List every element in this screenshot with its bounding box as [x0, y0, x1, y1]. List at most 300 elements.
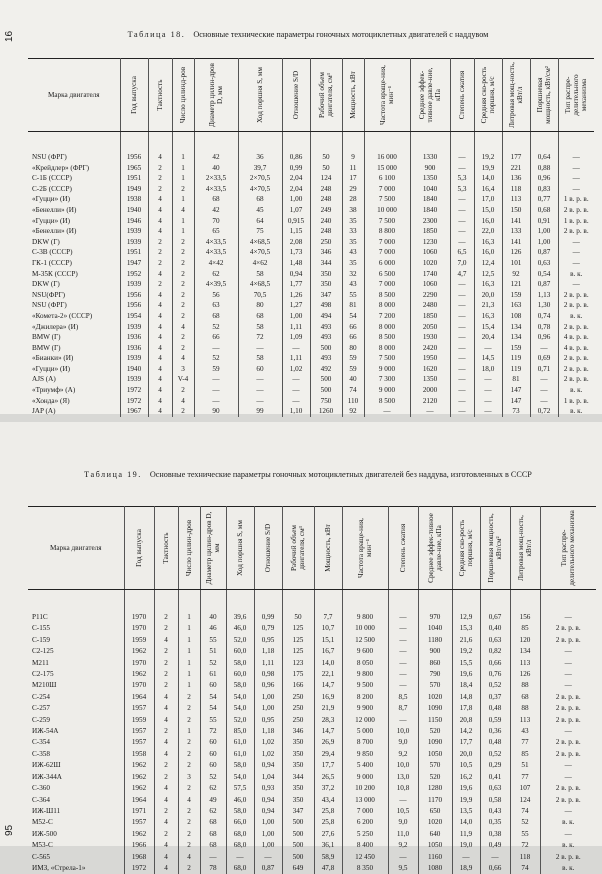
table-cell: 500	[310, 385, 342, 396]
table-cell: 9 000	[342, 772, 388, 783]
table-cell: 14,2	[452, 726, 480, 737]
table-cell: 900	[410, 163, 450, 174]
table-cell: 2300	[410, 216, 450, 227]
table-cell: 9,2	[388, 840, 418, 851]
table-cell: 159	[502, 290, 530, 301]
table-cell: 8 700	[342, 737, 388, 748]
table-cell: 2	[154, 590, 178, 624]
table-cell: 1050	[418, 749, 452, 760]
table-cell: 60	[200, 760, 226, 771]
table-cell: —	[564, 681, 572, 690]
table-cell: 0,78	[530, 322, 558, 333]
table-cell: 13,5	[452, 806, 480, 817]
table-cell: 0,72	[530, 406, 558, 417]
table-cell: 35	[342, 237, 364, 248]
table-cell: 1	[172, 132, 194, 163]
table-cell: 1,00	[254, 692, 282, 703]
table-row	[28, 703, 596, 714]
table-row	[28, 692, 596, 703]
table-cell: 1850	[410, 311, 450, 322]
engine-name-cell: С-358	[28, 749, 124, 760]
table-cell: 52	[194, 322, 238, 333]
table-cell: 4	[172, 396, 194, 407]
table-row	[28, 783, 596, 794]
table-cell: 16 000	[364, 132, 410, 163]
table-cell: 0,71	[530, 364, 558, 375]
table-cell: 20,0	[452, 749, 480, 760]
table-row	[28, 322, 594, 333]
table-cell: 2	[154, 772, 178, 783]
table-cell: 4	[148, 216, 172, 227]
column-header	[364, 59, 410, 132]
table-cell: 99	[238, 406, 282, 417]
table-cell: 2420	[410, 343, 450, 354]
table-cell: 2	[154, 623, 178, 634]
table-cell: 16,3	[474, 279, 502, 290]
table-cell: 14,0	[452, 817, 480, 828]
table-cell: 5,3	[450, 173, 474, 184]
table-cell: 60	[238, 364, 282, 375]
column-header	[282, 507, 314, 590]
table-cell: 36	[238, 132, 282, 163]
table-cell: 2	[148, 237, 172, 248]
engine-name-cell: С2-125	[28, 646, 124, 657]
table-cell: в. к.	[570, 311, 583, 320]
engine-name-cell: Р11С	[28, 590, 124, 624]
column-header	[452, 507, 480, 590]
column-header	[558, 59, 594, 132]
table-cell: 175	[282, 669, 314, 680]
table-cell: 221	[502, 163, 530, 174]
table-cell: 15,0	[474, 205, 502, 216]
table-cell: 0,79	[254, 623, 282, 634]
table-cell: 2 в. р. в.	[555, 715, 581, 724]
table-cell: 72	[200, 726, 226, 737]
table-cell: 177	[502, 132, 530, 163]
table-cell: 0,49	[480, 840, 510, 851]
table-cell: 0,66	[480, 863, 510, 874]
table-cell: 2	[172, 258, 194, 269]
column-header-label: Тип распре-делительного механизма	[560, 510, 577, 586]
column-header	[540, 507, 596, 590]
table-cell: —	[530, 396, 558, 407]
table-cell: 13 000	[342, 795, 388, 806]
table-cell: 19,9	[474, 163, 502, 174]
table-cell: 2	[148, 258, 172, 269]
table-cell: 4	[148, 396, 172, 407]
table-row	[28, 737, 596, 748]
table-cell: 1956	[120, 300, 148, 311]
table-cell: 498	[310, 300, 342, 311]
table-cell: 2 в. р. в.	[563, 301, 589, 310]
table-cell: 14,8	[452, 692, 480, 703]
table-cell: 17,7	[314, 760, 342, 771]
table-cell: 6 500	[364, 269, 410, 280]
table-cell: —	[450, 322, 474, 333]
table-cell: 4	[178, 852, 200, 863]
table-row	[28, 396, 594, 407]
table-cell: 4	[154, 635, 178, 646]
table-cell: 1,13	[530, 290, 558, 301]
table-cell: 520	[418, 772, 452, 783]
table-cell: 1939	[120, 226, 148, 237]
table-cell: 70,5	[238, 290, 282, 301]
table-cell: 8 000	[364, 322, 410, 333]
engine-name-cell: М-35К (СССР)	[28, 269, 120, 280]
table-cell: 1957	[124, 703, 154, 714]
table-cell: —	[388, 669, 418, 680]
table-cell: 55	[200, 715, 226, 726]
table-cell: 1850	[410, 226, 450, 237]
table-cell: 40	[194, 163, 238, 174]
table-cell: 101	[502, 258, 530, 269]
table-cell: 159	[502, 343, 530, 354]
engine-name-cell: С-565	[28, 852, 124, 863]
table-cell: 68	[194, 311, 238, 322]
table-cell: 4	[154, 795, 178, 806]
table-cell: 74	[342, 385, 364, 396]
table-cell: 2	[178, 783, 200, 794]
table-cell: 60	[200, 737, 226, 748]
table-cell: 92	[502, 269, 530, 280]
table-label: Таблица 19.	[84, 470, 142, 479]
table-cell: 2050	[410, 322, 450, 333]
table-cell: 4	[154, 840, 178, 851]
table-cell: 66	[342, 322, 364, 333]
table-cell: 1 в. р. в.	[563, 216, 589, 225]
table-cell: 1939	[120, 374, 148, 385]
table-cell: 19,6	[452, 669, 480, 680]
engine-name-cell: AJS (A)	[28, 374, 120, 385]
table-cell: 1946	[120, 216, 148, 227]
table-cell: —	[364, 406, 410, 417]
table-cell: 54	[200, 692, 226, 703]
table-cell: 74	[510, 863, 540, 874]
table-cell: 60	[200, 749, 226, 760]
table-cell: 1939	[120, 237, 148, 248]
table-cell: 0,68	[530, 205, 558, 216]
table-cell: 0,74	[530, 311, 558, 322]
table-cell: 9 500	[342, 680, 388, 691]
engine-name-cell: С2-175	[28, 669, 124, 680]
table-cell: 344	[310, 258, 342, 269]
table-cell: 0,93	[254, 783, 282, 794]
table-cell: 1970	[124, 623, 154, 634]
table-cell: 52,0	[226, 715, 254, 726]
table-cell: 7 500	[364, 353, 410, 364]
table-cell: 2	[172, 343, 194, 354]
table-cell: 4×68,5	[238, 237, 282, 248]
table-cell: 4	[154, 703, 178, 714]
table-cell: 2	[178, 863, 200, 874]
table-cell: 7 500	[364, 194, 410, 205]
engine-name-cell: ГК-1 (СССР)	[28, 258, 120, 269]
column-header-label: Тип распре-делительного механизма	[564, 74, 589, 116]
table-cell: 25,8	[314, 806, 342, 817]
table-cell: 2 в. р. в.	[563, 290, 589, 299]
table-cell: 52	[194, 353, 238, 364]
table-cell: 0,88	[530, 163, 558, 174]
table-cell: 4×42	[194, 258, 238, 269]
table-cell: 0,96	[254, 680, 282, 691]
table-cell: 118	[510, 852, 540, 863]
table-cell: —	[450, 237, 474, 248]
table-cell: 120	[510, 635, 540, 646]
table-cell: 2	[178, 715, 200, 726]
table-cell: 2 в. р. в.	[555, 749, 581, 758]
table-cell: 2 в. р. в.	[563, 364, 589, 373]
table-cell: 1,00	[530, 237, 558, 248]
table-cell: 0,95	[254, 715, 282, 726]
table-cell: 36,1	[314, 840, 342, 851]
table-cell: 1,11	[254, 658, 282, 669]
table-cell: 42	[194, 132, 238, 163]
column-header-label: Число цилин-дров	[185, 519, 193, 577]
table-cell: 2 в. р. в.	[555, 692, 581, 701]
table-cell: 248	[310, 226, 342, 237]
table-cell: 2	[172, 279, 194, 290]
table-cell: 0,83	[530, 184, 558, 195]
table-cell: —	[572, 153, 580, 161]
table-cell: —	[410, 406, 450, 417]
table-cell: 141	[502, 237, 530, 248]
table-cell: 19,0	[452, 840, 480, 851]
table-cell: 350	[282, 795, 314, 806]
engine-name-cell: JAP (A)	[28, 406, 120, 417]
table-cell: 113	[502, 194, 530, 205]
table-cell: 0,69	[530, 353, 558, 364]
table-cell: 1	[178, 680, 200, 691]
table-cell: 500	[282, 829, 314, 840]
table-cell: 61,0	[226, 749, 254, 760]
table-cell: 43	[342, 247, 364, 258]
table-cell: 29,4	[314, 749, 342, 760]
table-cell: 2 в. р. в.	[555, 624, 581, 633]
table-cell: 18,0	[474, 364, 502, 375]
table-cell: 77	[510, 737, 540, 748]
table-cell: 136	[502, 173, 530, 184]
table-cell: 2×70,5	[238, 173, 282, 184]
table-cell: 1,26	[282, 290, 310, 301]
table-cell: 1	[172, 163, 194, 174]
column-header-label: Поршневая мощность, кВт/см²	[487, 513, 503, 583]
table-cell: 133	[502, 226, 530, 237]
column-header-label: Мощность, кВт	[349, 71, 357, 119]
table-row	[28, 205, 594, 216]
column-header	[124, 507, 154, 590]
table-cell: 2	[154, 726, 178, 737]
table-row	[28, 715, 596, 726]
table-cell: 1951	[120, 247, 148, 258]
table-cell: 8 800	[364, 226, 410, 237]
table-cell: 85	[510, 623, 540, 634]
table-cell: 4	[148, 311, 172, 322]
table-cell: в. к.	[570, 269, 583, 278]
table-caption	[28, 30, 588, 40]
column-header-label: Мощность, кВт	[324, 524, 332, 572]
table-cell: 147	[502, 396, 530, 407]
table-cell: 77	[510, 772, 540, 783]
table-cell: 8 050	[342, 658, 388, 669]
table-cell: 4	[154, 817, 178, 828]
table-cell: 8,7	[388, 703, 418, 714]
page-number: 95	[4, 824, 15, 836]
table-cell: —	[450, 364, 474, 375]
engine-name-cell: М52-С	[28, 817, 124, 828]
table-cell: 55	[342, 290, 364, 301]
table-cell: 1,00	[254, 817, 282, 828]
table-cell: 26,5	[314, 772, 342, 783]
column-header	[502, 59, 530, 132]
table-cell: 17	[342, 173, 364, 184]
table-row	[28, 829, 596, 840]
table-cell: —	[474, 385, 502, 396]
table-cell: 1,10	[282, 406, 310, 417]
table-cell: 150	[502, 205, 530, 216]
table-cell: 250	[282, 692, 314, 703]
table-cell: 59	[194, 364, 238, 375]
table-cell: 1350	[410, 374, 450, 385]
table-18	[28, 58, 594, 417]
table-cell: 0,82	[480, 646, 510, 657]
table-cell: 4	[148, 132, 172, 163]
table-cell: 16,7	[314, 646, 342, 657]
table-cell: 0,64	[530, 132, 558, 163]
table-cell: 1939	[120, 279, 148, 290]
table-cell: 59	[342, 353, 364, 364]
table-cell: 1964	[124, 795, 154, 806]
table-cell: 107	[510, 783, 540, 794]
column-header	[254, 507, 282, 590]
table-cell: 1959	[124, 715, 154, 726]
table-cell: 0,63	[530, 258, 558, 269]
table-cell: 1840	[410, 205, 450, 216]
page-table-19	[0, 422, 602, 872]
table-cell: 500	[310, 374, 342, 385]
table-cell: —	[238, 374, 282, 385]
table-cell: 1962	[124, 829, 154, 840]
table-cell: 156	[510, 590, 540, 624]
table-row	[28, 590, 596, 624]
column-header	[148, 59, 172, 132]
table-cell: 1,02	[254, 737, 282, 748]
table-cell: 11	[342, 163, 364, 174]
table-cell: 10,0	[388, 760, 418, 771]
table-cell: 21,9	[314, 703, 342, 714]
table-cell: 346	[282, 726, 314, 737]
engine-name-cell: «Бенелли» (И)	[28, 226, 120, 237]
table-cell: 1	[172, 173, 194, 184]
table-cell: 46	[200, 623, 226, 634]
table-cell: 0,59	[480, 715, 510, 726]
engine-name-cell: «Триумф» (A)	[28, 385, 120, 396]
engine-name-cell: С-364	[28, 795, 124, 806]
table-cell: 66	[342, 332, 364, 343]
table-cell: 10,5	[388, 806, 418, 817]
table-cell: 0,99	[254, 590, 282, 624]
table-cell: 0,99	[282, 163, 310, 174]
table-cell: 649	[282, 863, 314, 874]
table-cell: 1 в. р. в.	[563, 396, 589, 405]
table-cell: 2	[148, 247, 172, 258]
table-cell: 68	[510, 692, 540, 703]
engine-name-cell: ИЖ-344А	[28, 772, 124, 783]
table-cell: 73	[502, 406, 530, 417]
engine-name-cell: «Крейдлер» (ФРГ)	[28, 163, 120, 174]
table-cell: 52	[510, 817, 540, 828]
table-cell: 2290	[410, 290, 450, 301]
column-header-label: Литровая мощ-ность, кВт/л	[517, 515, 533, 581]
table-cell: 16,0	[474, 247, 502, 258]
table-label: Таблица 18.	[127, 30, 186, 39]
table-cell: 1936	[120, 343, 148, 354]
table-cell: 61,0	[226, 737, 254, 748]
table-row	[28, 623, 596, 634]
table-cell: 9 800	[342, 590, 388, 624]
table-row	[28, 237, 594, 248]
table-cell: 4	[178, 795, 200, 806]
table-cell: —	[480, 852, 510, 863]
table-cell: —	[282, 343, 310, 354]
engine-name-cell: С-259	[28, 715, 124, 726]
table-cell: —	[388, 658, 418, 669]
table-cell: 68	[238, 194, 282, 205]
table-cell: 68	[238, 311, 282, 322]
table-cell: 58,0	[226, 658, 254, 669]
table-cell: 2,04	[282, 173, 310, 184]
table-cell: 7 500	[364, 216, 410, 227]
table-cell: 2,08	[282, 237, 310, 248]
table-cell: 1,02	[282, 364, 310, 375]
table-cell: 108	[502, 311, 530, 322]
table-cell: —	[450, 343, 474, 354]
table-cell: —	[254, 852, 282, 863]
table-cell: 493	[310, 332, 342, 343]
table-cell: 4×68,5	[238, 279, 282, 290]
column-header-label: Среднее эффек-тивное давле-ние, кПа	[427, 513, 443, 583]
table-cell: 8 350	[342, 863, 388, 874]
table-cell: 1957	[124, 737, 154, 748]
table-cell: 49	[200, 795, 226, 806]
table-cell: 50	[282, 590, 314, 624]
column-header-label: Рабочий объем двигателя, см³	[290, 525, 306, 571]
table-cell: —	[388, 795, 418, 806]
table-cell: 126	[502, 247, 530, 258]
table-cell: 1080	[418, 863, 452, 874]
table-cell: —	[450, 374, 474, 385]
table-cell: 2	[178, 806, 200, 817]
table-cell: 68	[200, 817, 226, 828]
table-cell: 4	[172, 205, 194, 216]
table-cell: 43,4	[314, 795, 342, 806]
table-cell: 0,91	[530, 216, 558, 227]
table-cell: 10,8	[388, 783, 418, 794]
engine-name-cell: NSU (ФРГ)	[28, 300, 120, 311]
table-cell: —	[194, 374, 238, 385]
table-cell: —	[450, 406, 474, 417]
table-cell: 51	[200, 646, 226, 657]
table-cell: 1060	[410, 247, 450, 258]
table-cell: 58	[238, 353, 282, 364]
table-cell: 17,8	[452, 703, 480, 714]
table-cell: 2	[172, 184, 194, 195]
table-cell: 500	[282, 852, 314, 863]
table-cell: 15 000	[364, 163, 410, 174]
table-cell: 7 000	[364, 247, 410, 258]
table-cell: 25,8	[314, 817, 342, 828]
table-cell: 75	[238, 226, 282, 237]
table-cell: 0,94	[254, 760, 282, 771]
